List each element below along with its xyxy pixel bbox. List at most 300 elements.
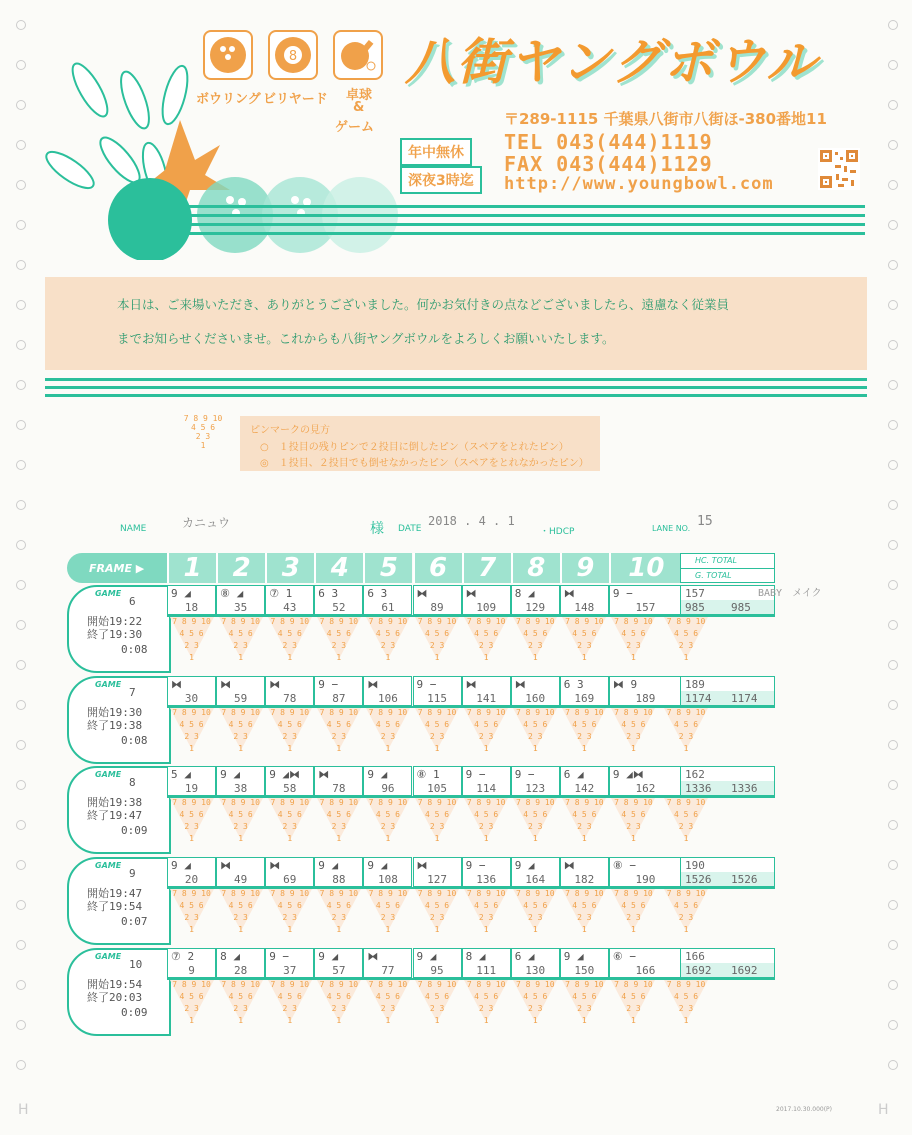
frame-cell	[363, 585, 412, 615]
frame-cell	[314, 676, 363, 706]
frame-score: 78	[283, 692, 297, 705]
frame-mark: ⑧ ◢	[220, 587, 244, 600]
g-total: 1692	[685, 964, 712, 977]
pin-row-2: 2 3	[282, 732, 297, 741]
pin-row-4: 7 8 9 10	[614, 617, 653, 626]
pin-row-2: 2 3	[678, 732, 694, 741]
game-score: 166	[685, 950, 705, 963]
g-total: 1526	[685, 873, 712, 886]
pin-diagram	[268, 708, 312, 760]
pin-row-1: 1	[483, 744, 489, 753]
pin-row-1: 1	[483, 653, 489, 662]
pin-diagram	[664, 708, 708, 760]
pin-row-1: 1	[581, 653, 587, 662]
pin-row-1: 1	[483, 834, 489, 843]
legend-item-open: ◎ １投目、２投目でも倒せなかったピン（スペアをとれなかったピン）	[260, 458, 589, 469]
binder-hole	[16, 20, 26, 30]
pin-row-2: 2 3	[282, 822, 297, 831]
pin-row-3: 4 5 6	[179, 629, 204, 638]
totals-cell	[680, 948, 775, 978]
frame-cell	[609, 948, 682, 978]
pin-row-4: 7 8 9 10	[368, 708, 408, 717]
pin-row-1: 1	[532, 653, 538, 662]
pin-row-1: 1	[385, 1016, 391, 1025]
pin-row-3: 4 5 6	[179, 720, 204, 729]
binder-hole	[888, 20, 898, 30]
pin-row-3: 4 5 6	[375, 992, 400, 1001]
frame-cell	[314, 766, 363, 796]
frame-cell	[167, 585, 216, 615]
frame-mark: 9 −	[416, 678, 437, 691]
lane-number: 15	[697, 514, 713, 529]
frame-score: 59	[234, 692, 248, 705]
pin-row-3: 4 5 6	[572, 901, 597, 910]
pin-row-1: 1	[683, 834, 689, 843]
frame-cell	[413, 948, 462, 978]
pin-row-4: 7 8 9 10	[172, 798, 211, 807]
pin-diagram	[415, 889, 459, 941]
binder-hole	[888, 380, 898, 390]
game-number: 10	[129, 958, 143, 971]
binder-hole	[16, 220, 26, 230]
binder-hole	[888, 700, 898, 710]
pin-row-3: 4 5 6	[523, 992, 548, 1001]
frame-cell	[462, 585, 511, 615]
pin-row-3: 4 5 6	[523, 629, 548, 638]
date-label: DATE	[398, 524, 422, 534]
pin-row-1: 1	[336, 744, 342, 753]
frame-score: 111	[476, 964, 497, 977]
frame-cell	[462, 766, 511, 796]
frame-cell	[167, 948, 216, 978]
frame-score: 19	[184, 782, 199, 795]
frame-score: 166	[635, 964, 656, 977]
frame-cell	[413, 585, 462, 615]
pin-row-3: 4 5 6	[572, 992, 597, 1001]
pin-row-2: 2 3	[184, 641, 199, 650]
pin-row-3: 4 5 6	[425, 992, 450, 1001]
frame-mark: ⧓	[563, 859, 575, 872]
start-time: 開始19:22	[87, 615, 143, 628]
pin-row-3: 4 5 6	[326, 992, 351, 1001]
pin-row-1: 1	[532, 834, 538, 843]
pin-row-2: 2 3	[678, 822, 694, 831]
pin-row-3: 4 5 6	[572, 810, 597, 819]
qr-code	[818, 148, 860, 190]
header-stripes	[185, 205, 865, 239]
start-time: 開始19:38	[87, 796, 143, 809]
pin-diagram	[366, 889, 410, 941]
frame-mark: 8 ◢	[465, 950, 486, 963]
legend-title: ピンマークの見方	[250, 425, 330, 436]
pin-diagram	[562, 708, 606, 760]
pin-row-4: 7 8 9 10	[565, 798, 604, 807]
end-time: 終了20:03	[87, 991, 143, 1004]
pin-mark-legend	[240, 416, 600, 471]
pin-row-1: 1	[434, 925, 440, 934]
pin-diagram	[664, 617, 708, 669]
pin-row-4: 7 8 9 10	[319, 980, 359, 989]
frame-score: 38	[234, 782, 248, 795]
frame-cell	[216, 766, 265, 796]
game-duration: 0:09	[121, 1006, 148, 1019]
pin-row-2: 2 3	[233, 913, 248, 922]
pin-row-2: 2 3	[184, 822, 199, 831]
pin-row-2: 2 3	[478, 913, 494, 922]
binder-hole	[16, 260, 26, 270]
binder-hole	[16, 1020, 26, 1030]
frame-number-10: 10	[609, 553, 682, 583]
pin-row-3: 4 5 6	[621, 992, 646, 1001]
binder-hole	[16, 580, 26, 590]
pin-diagram	[464, 617, 508, 669]
pin-row-4: 7 8 9 10	[466, 980, 506, 989]
frame-score: 136	[476, 873, 497, 886]
game-label: GAME	[95, 952, 122, 961]
pin-row-4: 7 8 9 10	[221, 617, 260, 626]
pin-diagram	[219, 889, 263, 941]
frame-cell	[511, 766, 560, 796]
frame-score: 69	[283, 873, 297, 886]
side-note: BABY メイク	[758, 588, 822, 599]
website-url: http://www.youngbowl.com	[504, 174, 774, 194]
end-time: 終了19:30	[87, 628, 143, 641]
pin-row-1: 1	[238, 925, 244, 934]
pin-diagram	[219, 617, 263, 669]
pin-row-1: 1	[631, 834, 636, 843]
game-duration: 0:08	[121, 643, 148, 656]
category-billiards: ビリヤード	[263, 92, 328, 107]
frame-cell	[265, 766, 314, 796]
pin-row-1: 1	[238, 653, 244, 662]
pin-diagram	[562, 617, 606, 669]
legend-pin-row-4: 7 8 9 10	[183, 414, 223, 423]
game-number: 8	[129, 776, 136, 789]
pin-row-4: 7 8 9 10	[515, 708, 555, 717]
binder-hole	[888, 140, 898, 150]
pin-row-1: 1	[238, 1016, 244, 1025]
pin-row-4: 7 8 9 10	[319, 708, 359, 717]
bowling-ball-icon	[203, 30, 253, 80]
pin-row-3: 4 5 6	[228, 901, 253, 910]
pin-row-3: 4 5 6	[375, 901, 400, 910]
binder-hole	[16, 660, 26, 670]
pin-row-3: 4 5 6	[277, 629, 302, 638]
pin-row-4: 7 8 9 10	[614, 889, 653, 898]
game-duration: 0:08	[121, 734, 148, 747]
pin-diagram	[611, 617, 655, 669]
frame-mark: ⧓	[514, 678, 526, 691]
frame-mark: ⧓	[465, 678, 477, 691]
g-total: 1336	[685, 782, 712, 795]
pin-diagram	[664, 980, 708, 1032]
game-block	[67, 676, 847, 766]
pin-row-4: 7 8 9 10	[368, 889, 408, 898]
frame-score: 130	[525, 964, 546, 977]
pin-row-1: 1	[189, 834, 194, 843]
frame-score: 35	[234, 601, 248, 614]
pin-diagram	[562, 798, 606, 850]
pin-row-4: 7 8 9 10	[270, 798, 310, 807]
legend-pin-row-1: 1	[200, 441, 206, 450]
pin-row-2: 2 3	[577, 913, 592, 922]
pin-row-4: 7 8 9 10	[172, 708, 211, 717]
lane-label: LANE NO.	[652, 524, 691, 533]
pin-diagram	[170, 798, 214, 850]
pin-diagram	[317, 617, 361, 669]
message-stripes	[45, 378, 867, 398]
frame-score: 43	[283, 601, 297, 614]
binder-hole	[888, 900, 898, 910]
pin-row-2: 2 3	[528, 641, 543, 650]
binder-hole	[16, 100, 26, 110]
frame-mark: 6 3	[563, 678, 584, 691]
pin-row-2: 2 3	[331, 822, 347, 831]
frame-number-5: 5	[363, 553, 412, 583]
pin-diagram	[268, 798, 312, 850]
pin-row-2: 2 3	[380, 732, 396, 741]
pin-row-1: 1	[683, 1016, 689, 1025]
pin-row-1: 1	[385, 925, 391, 934]
hc-total: 1336	[731, 782, 758, 795]
pin-diagram	[219, 980, 263, 1032]
frame-score: 141	[476, 692, 497, 705]
frame-mark: 9 ◢	[514, 859, 535, 872]
pin-row-1: 1	[385, 834, 391, 843]
frame-mark: ⑦ 2	[171, 950, 195, 963]
binder-hole	[888, 260, 898, 270]
binder-hole	[16, 1060, 26, 1070]
game-score: 189	[685, 678, 705, 691]
pin-row-3: 4 5 6	[474, 810, 499, 819]
pin-row-2: 2 3	[577, 1004, 592, 1013]
pin-row-4: 7 8 9 10	[466, 708, 506, 717]
pin-row-4: 7 8 9 10	[666, 617, 706, 626]
pin-row-3: 4 5 6	[474, 992, 499, 1001]
binder-hole	[16, 900, 26, 910]
pin-row-4: 7 8 9 10	[515, 980, 555, 989]
frame-cell	[363, 948, 412, 978]
pin-row-4: 7 8 9 10	[270, 980, 310, 989]
frame-mark: ⧓	[416, 587, 428, 600]
pin-row-2: 2 3	[626, 732, 641, 741]
binder-hole	[888, 180, 898, 190]
game-score: 162	[685, 768, 705, 781]
pin-row-2: 2 3	[331, 913, 347, 922]
pin-row-4: 7 8 9 10	[221, 889, 260, 898]
g-total-label: G. TOTAL	[695, 571, 732, 580]
pin-diagram	[611, 708, 655, 760]
binder-hole	[888, 820, 898, 830]
binder-hole	[16, 740, 26, 750]
frame-score: 150	[574, 964, 595, 977]
frame-cell	[609, 585, 682, 615]
pin-row-1: 1	[434, 653, 440, 662]
hc-total: 1174	[731, 692, 758, 705]
frame-cell	[609, 676, 682, 706]
game-label: GAME	[95, 770, 122, 779]
pin-row-1: 1	[434, 1016, 440, 1025]
frame-mark: 9 −	[318, 678, 339, 691]
category-bowling: ボウリング	[196, 92, 261, 107]
pin-row-2: 2 3	[282, 1004, 297, 1013]
pin-row-3: 4 5 6	[673, 629, 699, 638]
pin-diagram	[317, 708, 361, 760]
pin-diagram	[170, 980, 214, 1032]
pin-row-1: 1	[434, 834, 440, 843]
frame-mark: ⑧ 1	[416, 768, 440, 781]
frame-cell	[363, 766, 412, 796]
pin-row-3: 4 5 6	[375, 629, 400, 638]
pin-row-2: 2 3	[331, 641, 347, 650]
frame-score: 182	[574, 873, 595, 886]
frame-cell	[265, 948, 314, 978]
pin-row-3: 4 5 6	[425, 810, 450, 819]
pin-row-2: 2 3	[528, 913, 543, 922]
pin-row-4: 7 8 9 10	[368, 617, 408, 626]
message-line-1: 本日は、ご来場いただき、ありがとうございました。何かお気付きの点などございましたら、遠慮なく従業員	[117, 297, 730, 312]
pin-row-2: 2 3	[380, 913, 396, 922]
frame-cell	[462, 857, 511, 887]
pin-row-2: 2 3	[678, 913, 694, 922]
binder-hole	[888, 580, 898, 590]
category-game: ゲーム	[335, 120, 375, 135]
pin-row-2: 2 3	[528, 1004, 543, 1013]
pin-row-1: 1	[532, 1016, 538, 1025]
pin-row-4: 7 8 9 10	[172, 889, 211, 898]
frame-mark: 9 ◢	[416, 950, 437, 963]
pin-row-4: 7 8 9 10	[565, 980, 604, 989]
pin-row-1: 1	[581, 925, 587, 934]
frame-score: 52	[332, 601, 346, 614]
pin-row-1: 1	[683, 744, 689, 753]
frame-score: 61	[381, 601, 395, 614]
binder-hole	[16, 340, 26, 350]
frame-mark: ⧓	[563, 587, 575, 600]
pin-row-3: 4 5 6	[375, 810, 400, 819]
pin-diagram	[170, 708, 214, 760]
hc-total: 1692	[731, 964, 758, 977]
totals-cell	[680, 857, 775, 887]
pin-row-1: 1	[532, 744, 538, 753]
frame-score: 142	[574, 782, 595, 795]
frame-score: 96	[381, 782, 395, 795]
pin-row-4: 7 8 9 10	[515, 889, 555, 898]
binder-hole	[16, 180, 26, 190]
pin-row-4: 7 8 9 10	[319, 617, 359, 626]
hc-total: 985	[731, 601, 751, 614]
pin-row-3: 4 5 6	[621, 720, 646, 729]
footer-code: 2017.10.30.000(P)	[776, 1106, 833, 1113]
frame-mark: ⑦ 1	[269, 587, 293, 600]
pin-row-2: 2 3	[429, 822, 445, 831]
game-block	[67, 857, 847, 947]
frame-number-6: 6	[413, 553, 462, 583]
g-total: 985	[685, 601, 705, 614]
pin-row-3: 4 5 6	[621, 810, 646, 819]
pin-row-2: 2 3	[528, 822, 543, 831]
pin-row-1: 1	[336, 834, 342, 843]
frame-mark: 9 −	[612, 587, 633, 600]
pin-row-1: 1	[631, 925, 636, 934]
pin-row-2: 2 3	[331, 1004, 347, 1013]
pin-row-2: 2 3	[429, 913, 445, 922]
pin-row-2: 2 3	[233, 1004, 248, 1013]
binder-hole	[16, 460, 26, 470]
frame-cell	[363, 857, 412, 887]
pin-row-1: 1	[385, 653, 391, 662]
end-time: 終了19:47	[87, 809, 143, 822]
pin-row-4: 7 8 9 10	[319, 798, 359, 807]
frame-score: 127	[427, 873, 447, 886]
binder-hole	[16, 700, 26, 710]
pin-diagram	[317, 980, 361, 1032]
frame-cell	[314, 948, 363, 978]
frame-mark: 5 ◢	[171, 768, 191, 781]
pin-row-3: 4 5 6	[277, 720, 302, 729]
binder-hole	[888, 1020, 898, 1030]
pin-row-2: 2 3	[331, 732, 347, 741]
pin-row-2: 2 3	[478, 1004, 494, 1013]
pin-row-4: 7 8 9 10	[319, 889, 359, 898]
frame-cell	[167, 857, 216, 887]
pin-row-4: 7 8 9 10	[466, 889, 506, 898]
pin-row-3: 4 5 6	[326, 720, 351, 729]
pin-row-1: 1	[336, 653, 342, 662]
binder-hole	[16, 620, 26, 630]
game-number: 9	[129, 867, 136, 880]
pin-row-3: 4 5 6	[179, 810, 204, 819]
pin-diagram	[611, 980, 655, 1032]
frame-score: 108	[378, 873, 398, 886]
pin-row-4: 7 8 9 10	[172, 980, 211, 989]
frame-score: 129	[525, 601, 546, 614]
pin-row-1: 1	[189, 744, 194, 753]
pin-diagram	[464, 980, 508, 1032]
pin-row-2: 2 3	[678, 1004, 694, 1013]
pin-diagram	[317, 889, 361, 941]
start-time: 開始19:30	[87, 706, 143, 719]
frame-mark: 9 −	[465, 768, 486, 781]
frame-mark: ⧓	[220, 678, 232, 691]
binder-hole	[16, 940, 26, 950]
pin-row-4: 7 8 9 10	[466, 617, 506, 626]
pin-row-3: 4 5 6	[228, 629, 253, 638]
frame-cell	[216, 857, 265, 887]
binder-hole	[888, 740, 898, 750]
pin-row-2: 2 3	[184, 732, 199, 741]
pin-row-1: 1	[189, 1016, 194, 1025]
pin-row-2: 2 3	[380, 1004, 396, 1013]
frame-mark: 6 ◢	[514, 950, 535, 963]
frame-mark: ⧓	[416, 859, 428, 872]
frame-mark: 9 ◢	[318, 859, 339, 872]
pin-row-3: 4 5 6	[326, 629, 351, 638]
pin-row-3: 4 5 6	[572, 720, 597, 729]
pin-row-3: 4 5 6	[673, 720, 699, 729]
pin-row-4: 7 8 9 10	[666, 980, 706, 989]
frame-mark: 6 ◢	[563, 768, 584, 781]
pin-row-1: 1	[631, 744, 636, 753]
pin-row-2: 2 3	[577, 641, 592, 650]
pin-row-2: 2 3	[233, 641, 248, 650]
fax: FAX 043(444)1129	[504, 152, 713, 176]
hc-total-label: HC. TOTAL	[695, 556, 737, 565]
game-duration: 0:07	[121, 915, 148, 928]
pin-row-1: 1	[581, 1016, 587, 1025]
pin-diagram	[268, 980, 312, 1032]
frame-cell	[560, 766, 609, 796]
